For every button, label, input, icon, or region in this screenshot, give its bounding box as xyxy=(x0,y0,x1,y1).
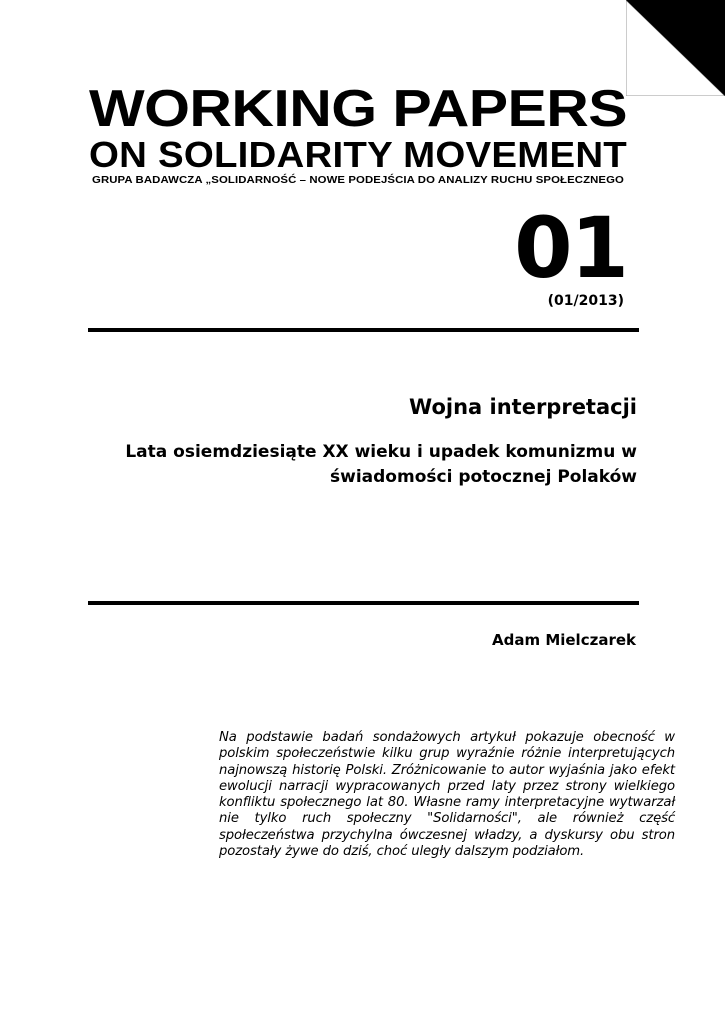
bottom-divider xyxy=(88,601,639,605)
series-subtitle: GRUPA BADAWCZA „SOLIDARNOŚĆ – NOWE PODEJŚCIA DO ANALIZY RUCHU SPOŁECZNEGO xyxy=(92,174,624,186)
author-name: Adam Mielczarek xyxy=(492,631,636,649)
top-divider xyxy=(88,328,639,332)
paper-title: Wojna interpretacji xyxy=(409,395,637,419)
issue-date: (01/2013) xyxy=(547,293,624,309)
series-title-line2: ON SOLIDARITY MOVEMENT xyxy=(89,134,627,175)
series-title-line1: WORKING PAPERS xyxy=(89,80,627,138)
abstract-text: Na podstawie badań sondażowych artykuł pokazuje obecność w polskim społeczeństwie kilku grup wyraźnie różnie interpretujących najnowszą historię Polski. Zróżnicowanie to autor wyjaśnia jako efekt ewolucji narracji wypracowanych przed laty przez strony wielkiego konfliktu społecznego lat 80. Własne ramy interpretacyjne wytwarzał nie tylko ruch społeczny "Solidarności", ale również część społeczeństwa przychylna ówczesnej władzy, a dyskursy obu stron pozostały żywe do dziś, choć uległy dalszym podziałom. xyxy=(219,730,675,860)
series-title xyxy=(89,80,627,175)
folded-corner-decoration xyxy=(626,0,725,96)
issue-number: 01 xyxy=(514,199,627,297)
paper-subtitle: Lata osiemdziesiąte XX wieku i upadek komunizmu w świadomości potocznej Polaków xyxy=(125,442,637,487)
